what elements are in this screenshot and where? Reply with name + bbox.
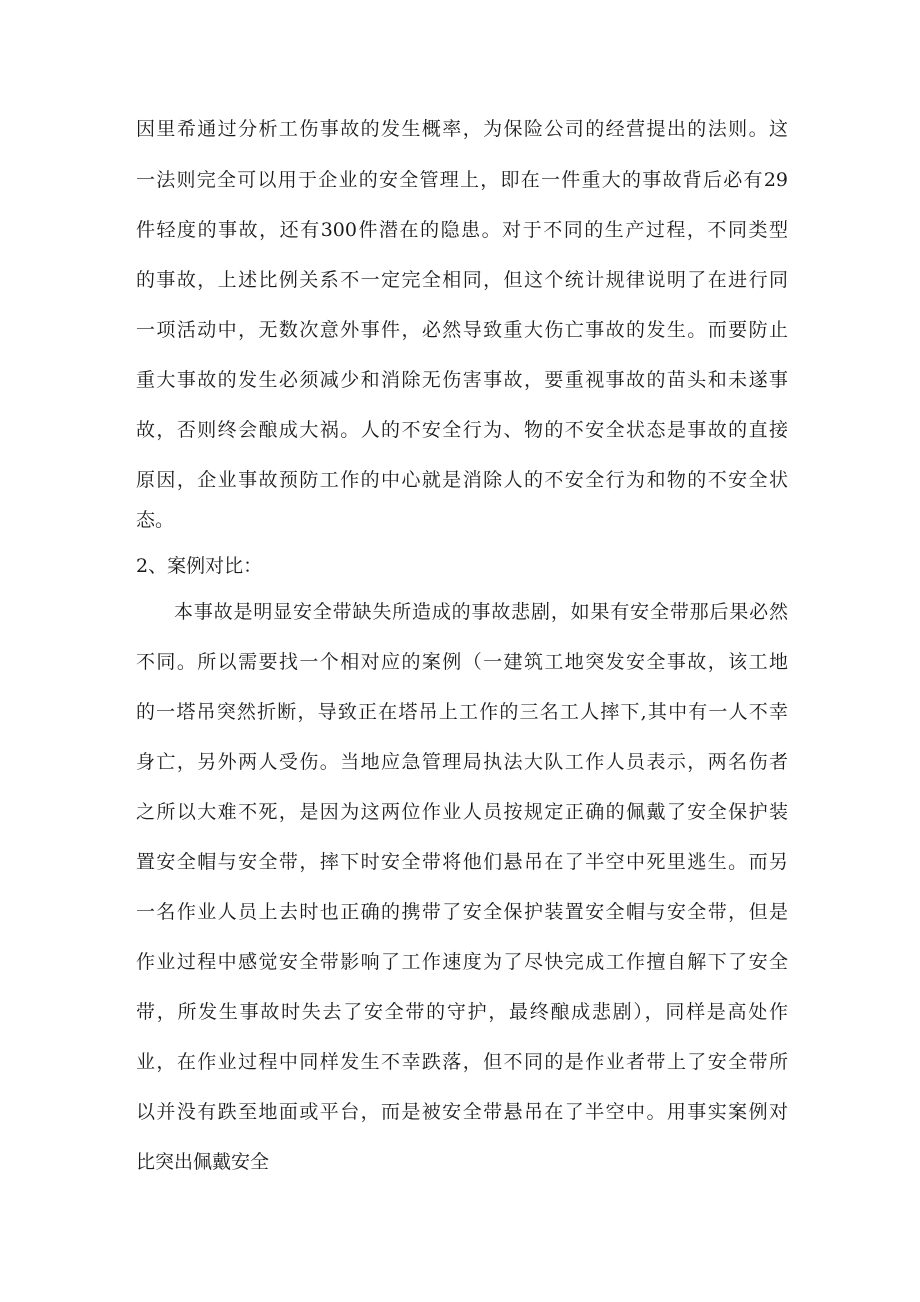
section-heading: 2、案例对比： <box>136 555 263 577</box>
paragraph-1-line-5: 一项活动中，无数次意外事件，必然导致重大伤亡事故的发生。而要防止 <box>136 319 788 341</box>
paragraph-2-line-3: 的一塔吊突然折断，导致正在塔吊上工作的三名工人摔下,其中有一人不幸 <box>136 701 788 723</box>
paragraph-1-line-1: 因里希通过分析工伤事故的发生概率，为保险公司的经营提出的法则。这 <box>136 118 788 140</box>
paragraph-2-line-6: 置安全帽与安全带，摔下时安全带将他们悬吊在了半空中死里逃生。而另 <box>136 851 788 873</box>
paragraph-2-line-2: 不同。所以需要找一个相对应的案例（一建筑工地突发安全事故，该工地 <box>136 651 788 673</box>
paragraph-1-line-2: 一法则完全可以用于企业的安全管理上，即在一件重大的事故背后必有29 <box>136 169 788 191</box>
paragraph-2-line-4: 身亡，另外两人受伤。当地应急管理局执法大队工作人员表示，两名伤者 <box>136 751 788 773</box>
paragraph-2-line-11: 以并没有跌至地面或平台，而是被安全带悬吊在了半空中。用事实案例对 <box>136 1101 788 1123</box>
paragraph-2-line-1: 本事故是明显安全带缺失所造成的事故悲剧，如果有安全带那后果必然 <box>174 601 788 623</box>
paragraph-1-line-6: 重大事故的发生必须减少和消除无伤害事故，要重视事故的苗头和未遂事 <box>136 369 788 391</box>
paragraph-1-line-9: 态。 <box>136 509 175 531</box>
paragraph-1-line-4: 的事故，上述比例关系不一定完全相同，但这个统计规律说明了在进行同 <box>136 269 788 291</box>
paragraph-2-line-9: 带，所发生事故时失去了安全带的守护，最终酿成悲剧），同样是高处作 <box>136 1001 788 1023</box>
paragraph-2-line-8: 作业过程中感觉安全带影响了工作速度为了尽快完成工作擅自解下了安全 <box>136 951 788 973</box>
paragraph-2-line-12: 比突出佩戴安全 <box>136 1151 270 1173</box>
paragraph-2-line-5: 之所以大难不死，是因为这两位作业人员按规定正确的佩戴了安全保护装 <box>136 801 788 823</box>
paragraph-1-line-3: 件轻度的事故，还有300件潜在的隐患。对于不同的生产过程，不同类型 <box>136 219 788 241</box>
paragraph-1-line-8: 原因，企业事故预防工作的中心就是消除人的不安全行为和物的不安全状 <box>136 469 788 491</box>
paragraph-2-line-10: 业，在作业过程中同样发生不幸跌落，但不同的是作业者带上了安全带所 <box>136 1051 788 1073</box>
paragraph-2-line-7: 一名作业人员上去时也正确的携带了安全保护装置安全帽与安全带，但是 <box>136 901 788 923</box>
paragraph-1-line-7: 故，否则终会酿成大祸。人的不安全行为、物的不安全状态是事故的直接 <box>136 419 788 441</box>
